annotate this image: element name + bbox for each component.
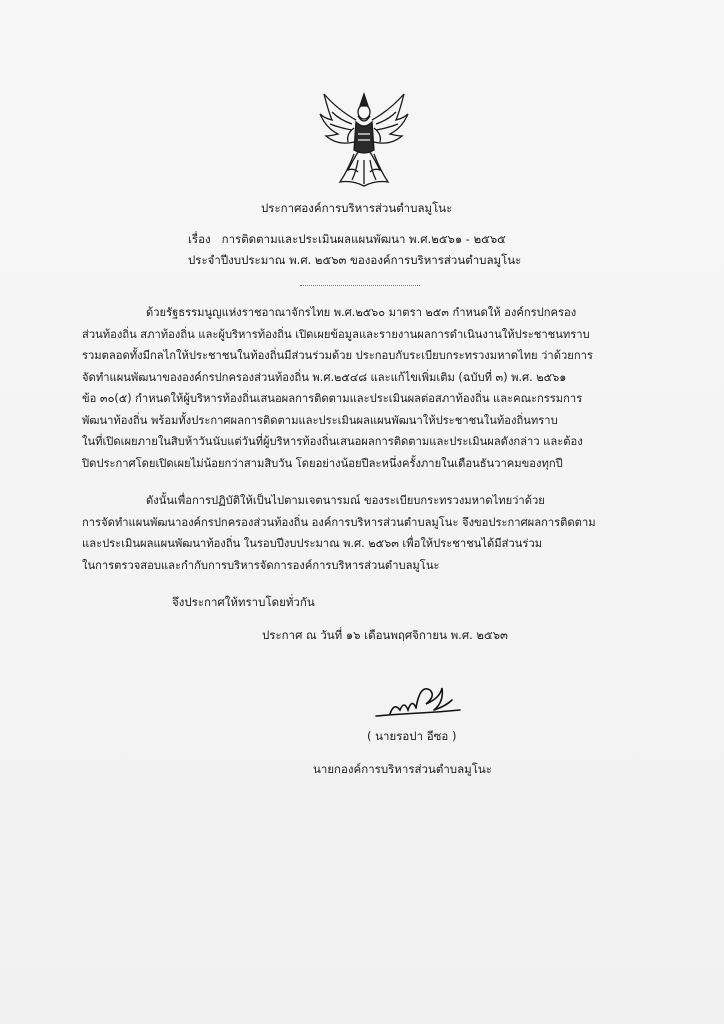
garuda-emblem-icon: [318, 90, 410, 190]
paragraph-line: ปิดประกาศโดยเปิดเผยไม่น้อยกว่าสามสิบวัน โดยอย่างน้อยปีละหนึ่งครั้งภายในเดือนธันวาคมของทุกปี: [82, 456, 563, 470]
paragraph-line: และประเมินผลแผนพัฒนาท้องถิ่น ในรอบปีงบประมาณ พ.ศ. ๒๕๖๓ เพื่อให้ประชาชนได้มีส่วนร่วม: [82, 537, 543, 550]
handwritten-signature: [360, 680, 470, 726]
paragraph-1: [82, 302, 642, 474]
paragraph-line: ส่วนท้องถิ่น สภาท้องถิ่น และผู้บริหารท้องถิ่น เปิดเผยข้อมูลและรายงานผลการดำเนินงานให้ประชาชนทราบ: [82, 327, 590, 341]
subject-label: เรื่อง: [188, 232, 211, 246]
paragraph-line: จัดทำแผนพัฒนาขององค์กรปกครองส่วนท้องถิ่น พ.ศ.๒๕๔๘ และแก้ไขเพิ่มเติม (ฉบับที่ ๓) พ.ศ. ๒๕๖๑: [82, 370, 567, 384]
subject-text: การติดตามและประเมินผลแผนพัฒนา พ.ศ.๒๕๖๑ - ๒๕๖๕: [221, 232, 506, 246]
paragraph-line: ดังนั้นเพื่อการปฏิบัติให้เป็นไปตามเจตนารมณ์ ของระเบียบกระทรวงมหาดไทยว่าด้วย: [146, 494, 545, 507]
paragraph-2: [82, 490, 642, 576]
subject-line: [188, 231, 506, 247]
paragraph-line: รวมตลอดทั้งมีกลไกให้ประชาชนในท้องถิ่นมีส่วนร่วมด้วย ประกอบกับระเบียบกระทรวงมหาดไทย ว่าด้วยการ: [82, 349, 593, 362]
paragraph-line: ข้อ ๓๐(๕) กำหนดให้ผู้บริหารท้องถิ่นเสนอผลการติดตามและประเมินผลต่อสภาท้องถิ่น และคณะกรรมการ: [82, 392, 583, 405]
header-divider: [300, 285, 420, 286]
closing-statement: จึงประกาศให้ทราบโดยทั่วกัน: [172, 595, 315, 609]
paragraph-line: ในที่เปิดเผยภายในสิบห้าวันนับแต่วันที่ผู้บริหารท้องถิ่นเสนอผลการติดตามและประเมินผลดังกล่าว และต้อง: [82, 435, 583, 448]
paragraph-line: พัฒนาท้องถิ่น พร้อมทั้งประกาศผลการติดตามและประเมินผลแผนพัฒนาให้ประชาชนในท้องถิ่นทราบ: [82, 413, 558, 427]
paragraph-line: การจัดทำแผนพัฒนาองค์กรปกครองส่วนท้องถิ่น องค์การบริหารส่วนตำบลมูโนะ จึงขอประกาศผลการติดตาม: [82, 515, 596, 529]
announcement-date: ประกาศ ณ วันที่ ๑๖ เดือนพฤศจิกายน พ.ศ. ๒๕๖๓: [262, 628, 508, 642]
signatory-position: นายกองค์การบริหารส่วนตำบลมูโนะ: [313, 762, 492, 776]
paragraph-line: ในการตรวจสอบและกำกับการบริหารจัดการองค์การบริหารส่วนตำบลมูโนะ: [82, 558, 440, 572]
fiscal-year-line: ประจำปีงบประมาณ พ.ศ. ๒๕๖๓ ขององค์การบริหารส่วนตำบลมูโนะ: [188, 253, 522, 267]
announcement-title: ประกาศองค์การบริหารส่วนตำบลมูโนะ: [261, 201, 453, 215]
signatory-name: ( นายรอปา อีซอ ): [367, 729, 457, 743]
paragraph-line: ด้วยรัฐธรรมนูญแห่งราชอาณาจักรไทย พ.ศ.๒๕๖๐ มาตรา ๒๕๓ กำหนดให้ องค์กรปกครอง: [146, 306, 577, 319]
